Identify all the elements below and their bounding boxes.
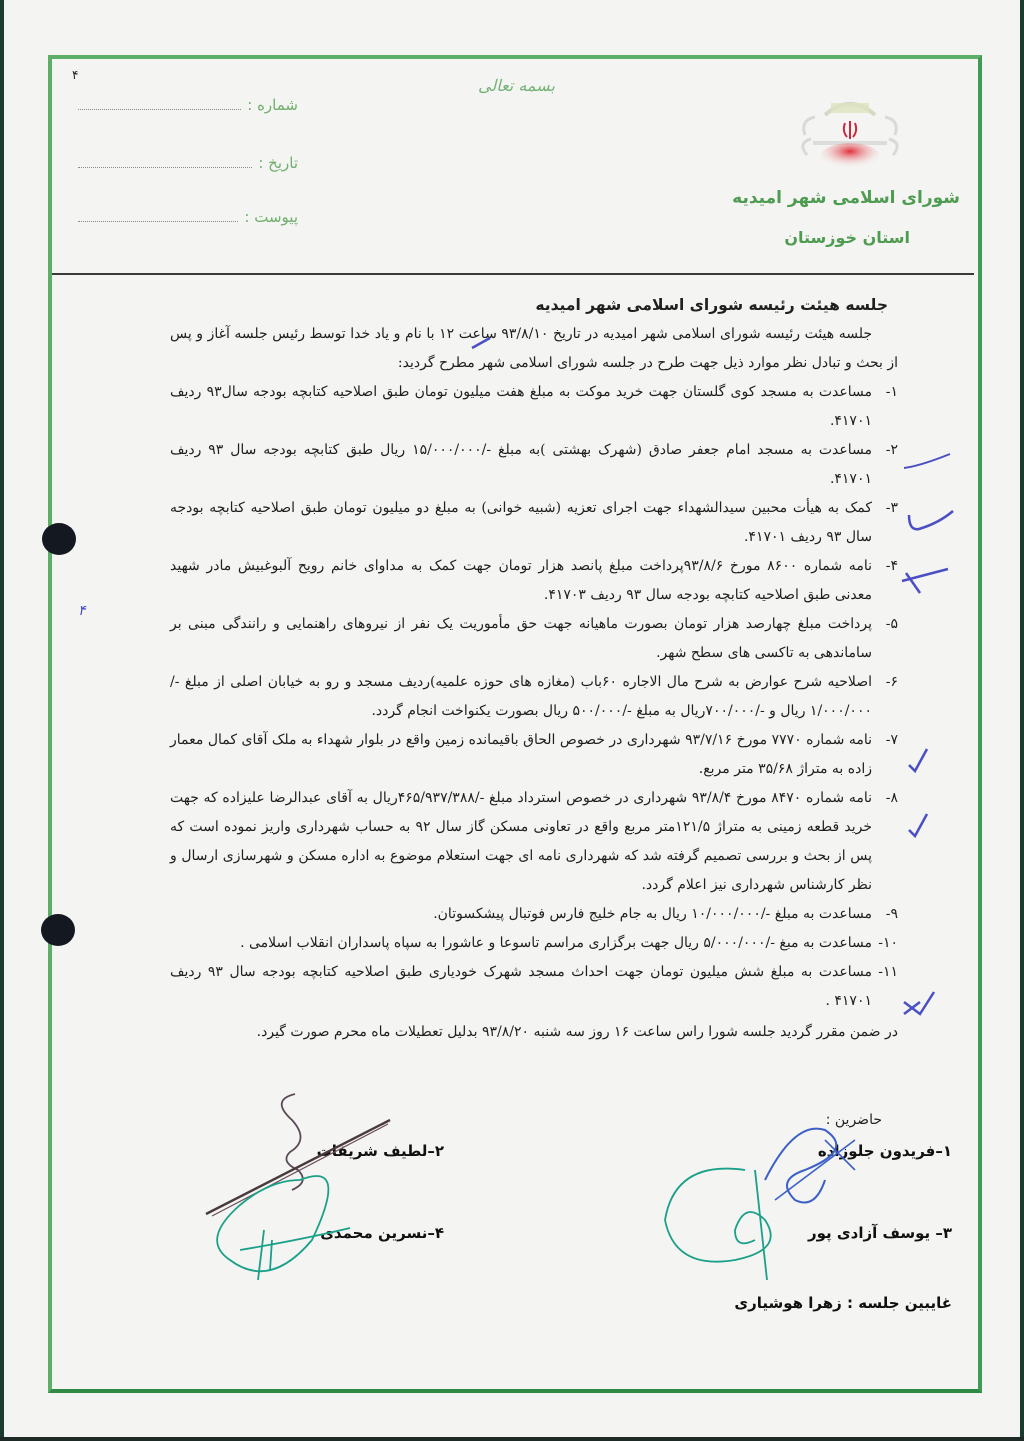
agenda-item <box>170 668 898 726</box>
agenda-item <box>170 900 898 929</box>
signature-mark-icon <box>200 1090 470 1290</box>
item-number: ۸- <box>885 790 898 806</box>
item-number: ۲- <box>885 442 898 458</box>
item-text: کمک به هیأت محبین سیدالشهداء جهت اجرای تعزیه (شبیه خوانی) به مبلغ دو میلیون تومان طبق اصلاحیه کتابچه بودجه سال ۹۳ ردیف ۴۱۷۰۱. <box>170 500 872 545</box>
number-field <box>78 96 298 120</box>
agenda-item <box>170 610 898 668</box>
signatory-3: ۳– یوسف آزادی پور <box>807 1224 952 1242</box>
item-number: ۱- <box>885 384 898 400</box>
page-mark: ۴ <box>72 68 79 82</box>
signatory-2: ۲–لطیف شریفات <box>316 1142 444 1160</box>
minutes-intro: جلسه هیئت رئیسه شورای اسلامی شهر امیدیه در تاریخ ۹۳/۸/۱۰ ساعت ۱۲ با نام و یاد خدا توسط رئیس جلسه آغاز و پس از بحث و تبادل نظر موارد ذیل جهت طرح در جلسه شورای اسلامی شهر مطرح گردید: <box>170 326 898 371</box>
item-number: ۱۱- <box>878 964 898 980</box>
minutes-title: جلسه هیئت رئیسه شورای اسلامی شهر امیدیه <box>535 296 888 314</box>
scan-edge-right <box>1020 0 1024 1441</box>
org-name: شورای اسلامی شهر امیدیه <box>732 188 960 208</box>
date-label: تاریخ : <box>258 154 298 172</box>
item-number: ۱۰- <box>878 935 898 951</box>
signature-mark-icon <box>655 1110 875 1290</box>
pen-check-mark-icon <box>905 745 935 775</box>
number-value <box>78 99 241 110</box>
date-value <box>78 157 252 168</box>
attachment-field <box>78 208 298 232</box>
signatory-4: ۴–نسرین محمدی <box>320 1224 444 1242</box>
item-text: نامه شماره ۸۴۷۰ مورخ ۹۳/۸/۴ شهرداری در خصوص استرداد مبلغ -/۴۶۵/۹۳۷/۳۸۸ریال به آقای عبدالرضا علیزاده که جهت خرید قطعه زمینی به متراژ ۱۲۱/۵متر مربع واقع در تعاونی مسکن گاز سال ۹۲ به حساب شهرداری واریز نموده است که پس از بحث و بررسی تصمیم گرفته شد که شهرداری نامه ای جهت استعلام موضوع به اداره مسکن و شهرسازی ارسال و نظر کارشناس شهرداری نیز اعلام گردد. <box>170 790 873 893</box>
item-number: ۴- <box>885 558 898 574</box>
item-number: ۷- <box>885 732 898 748</box>
emblem-icon <box>795 95 905 175</box>
item-text: پرداخت مبلغ چهارصد هزار تومان بصورت ماهیانه جهت حق مأموریت یک نفر از نیروهای راهنمایی و رانندگی مبنی بر ساماندهی به تاکسی های سطح شهر. <box>170 616 872 661</box>
org-province: استان خوزستان <box>784 228 910 247</box>
item-text: مساعدت به مبلغ -/۱۰/۰۰۰/۰۰۰ ریال به جام خلیج فارس فوتبال پیشکسوتان. <box>433 906 872 922</box>
pen-cross-mark-icon <box>898 565 958 595</box>
agenda-item <box>170 552 898 610</box>
date-field <box>78 154 298 178</box>
attachment-value <box>78 211 238 222</box>
number-label: شماره : <box>247 96 298 114</box>
punch-hole <box>41 914 75 946</box>
item-number: ۳- <box>885 500 898 516</box>
item-number: ۶- <box>885 674 898 690</box>
pen-check-mark-icon <box>900 450 960 475</box>
scan-edge-bottom <box>0 1437 1024 1441</box>
agenda-item <box>170 929 898 958</box>
item-text: مساعدت به مبلغ شش میلیون تومان جهت احداث مسجد شهرک خودیاری طبق اصلاحیه کتابچه بودجه سال ۹۳ ردیف ۴۱۷۰۱ . <box>170 964 872 1009</box>
pen-cross-mark-icon <box>900 988 940 1018</box>
item-text: نامه شماره ۷۷۷۰ مورخ ۹۳/۷/۱۶ شهرداری در خصوص الحاق باقیمانده زمین واقع در بلوار شهداء به ملک آقای کمال معمار زاده به متراژ ۳۵/۶۸ متر مربع. <box>170 732 872 777</box>
agenda-item <box>170 378 898 436</box>
item-text: مساعدت به مسجد امام جعفر صادق (شهرک بهشتی )به مبلغ -/۱۵/۰۰۰/۰۰۰ ریال طبق کتابچه بودجه سال ۹۳ ردیف ۴۱۷۰۱. <box>170 442 872 487</box>
signatory-1: ۱–فریدون جلوزاده <box>817 1142 952 1160</box>
scan-edge-left <box>0 0 4 1441</box>
pen-check-mark-icon <box>905 505 965 535</box>
pen-underline-mark-icon <box>470 336 494 350</box>
item-text: اصلاحیه شرح عوارض به شرح مال الاجاره ۶۰باب (مغازه های حوزه علمیه)ردیف مسجد و رو به خیابان اصلی از مبلغ -/۱/۰۰۰/۰۰۰ ریال و -/۷۰۰/۰۰۰ریال به مبلغ -/۵۰۰/۰۰۰ ریال بصورت یکنواخت انجام گردد. <box>170 674 873 719</box>
present-label: حاضرین : <box>825 1112 882 1128</box>
absent-note: غایبین جلسه : زهرا هوشیاری <box>734 1294 952 1312</box>
bismillah-heading: بسمه تعالی <box>478 76 555 95</box>
item-text: مساعدت به مبغ -/۵/۰۰۰/۰۰۰ ریال جهت برگزاری مراسم تاسوعا و عاشورا به سپاه پاسداران انقلاب اسلامی . <box>240 935 872 951</box>
minutes-body <box>170 290 898 1047</box>
item-number: ۹- <box>885 906 898 922</box>
punch-hole <box>42 523 76 555</box>
agenda-item <box>170 726 898 784</box>
item-text: نامه شماره ۸۶۰۰ مورخ ۹۳/۸/۶پرداخت مبلغ پانصد هزار تومان جهت کمک به مداوای خانم رویح آلبوغبیش مادر شهید معدنی طبق اصلاحیه کتابچه بودجه سال ۹۳ ردیف ۴۱۷۰۳. <box>170 558 872 603</box>
header-divider <box>52 273 974 275</box>
closing-note: در ضمن مقرر گردید جلسه شورا راس ساعت ۱۶ روز سه شنبه ۹۳/۸/۲۰ بدلیل تعطیلات ماه محرم صورت گیرد. <box>256 1024 898 1040</box>
agenda-item <box>170 784 898 900</box>
margin-note: ۴ <box>78 603 86 619</box>
item-number: ۵- <box>885 616 898 632</box>
pen-check-mark-icon <box>905 810 935 840</box>
attachment-label: پیوست : <box>244 208 298 226</box>
agenda-item <box>170 494 898 552</box>
agenda-item <box>170 958 898 1016</box>
agenda-item <box>170 436 898 494</box>
item-text: مساعدت به مسجد کوی گلستان جهت خرید موکت به مبلغ هفت میلیون تومان طبق اصلاحیه کتابچه بودجه سال۹۳ ردیف ۴۱۷۰۱. <box>170 384 872 429</box>
